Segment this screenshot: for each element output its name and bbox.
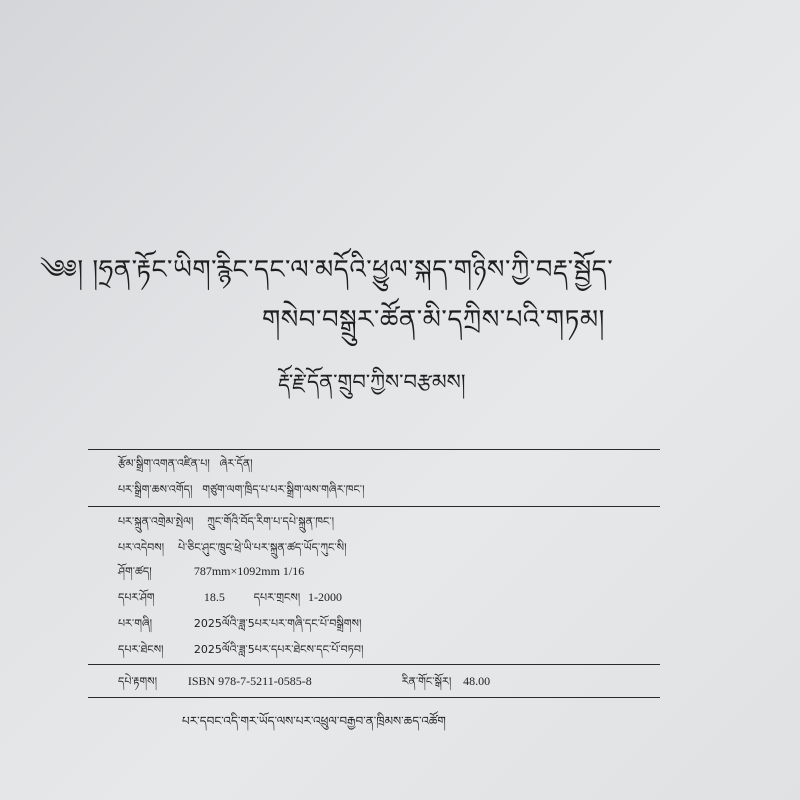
detail-label: དཔར་ཐེངས། bbox=[118, 643, 164, 656]
detail-row-sheets bbox=[118, 588, 342, 607]
divider-isbn-top bbox=[88, 664, 660, 665]
isbn-label: དཔེ་རྟགས། bbox=[118, 675, 158, 688]
credit-value: གཙུག་ལག་ཁྲིད་པ་པར་སྒྲིག་ལས་གཞིར་ཁང་། bbox=[202, 483, 365, 496]
detail-row-edition bbox=[118, 614, 361, 633]
divider-bottom bbox=[88, 697, 660, 698]
detail-label: པར་འདེབས། bbox=[118, 541, 165, 554]
detail-label: ཤོག་ཚད། bbox=[118, 565, 152, 578]
detail-row-printer bbox=[118, 538, 347, 557]
credit-row-editor bbox=[118, 454, 253, 473]
detail-label: པར་སྐྲུན་འགྲེམ་སྤེལ། bbox=[118, 515, 194, 528]
divider-top bbox=[88, 449, 660, 450]
isbn-value: ISBN 978-7-5211-0585-8 bbox=[187, 674, 312, 688]
detail-value-print-run: 1-2000 bbox=[308, 590, 343, 604]
detail-value: 2025ལོའི་ཟླ་5པར་པར་གཞི་དང་པོ་བསྒྲིགས། bbox=[193, 617, 362, 630]
detail-label: དཔར་ཤོག bbox=[118, 591, 155, 604]
credit-label: པར་སྒྲིག་ཆས་འགོད། bbox=[118, 483, 193, 496]
divider-middle bbox=[88, 506, 660, 507]
detail-row-printing bbox=[118, 640, 363, 659]
book-title-line-2: གསེབ་བསྒྲུར་ཚོན་མི་དཀྲིས་པའི་གཏམ། bbox=[262, 305, 605, 335]
detail-value: 2025ལོའི་ཟླ་5པར་དཔར་ཐེངས་དང་པོ་བཏབ། bbox=[193, 643, 364, 656]
detail-value: 18.5 bbox=[203, 590, 225, 604]
credit-row-layout bbox=[118, 480, 365, 499]
credit-value: ཞེར་དོན། bbox=[219, 457, 253, 470]
author-line: རྡོ་རྗེ་དོན་གྲུབ་ཀྱིས་བརྩམས། bbox=[278, 370, 466, 394]
detail-label: པར་གཞི། bbox=[118, 617, 153, 630]
price-value: 48.00 bbox=[463, 674, 491, 688]
detail-label-print-run: དཔར་གྲངས། bbox=[253, 591, 301, 604]
detail-value: པེ་ཅིང་ཤུང་ཁྲུང་ཕྲེ་ཡི་པར་སྐྲུན་ཚད་ཡོད་ཀུང་སི། bbox=[177, 541, 347, 554]
detail-row-format bbox=[118, 562, 304, 581]
detail-row-publisher bbox=[118, 512, 334, 531]
copyright-notice: པར་དབང་འདི་གར་ཡོད་ལས་པར་འཕྲུལ་བརྒྱབ་ན་ཁྲིམས་ཆད་འཚོག bbox=[182, 714, 446, 728]
detail-value: 787mm×1092mm 1/16 bbox=[193, 564, 305, 578]
detail-value: ཀྲུང་གོའི་བོད་རིག་པ་དཔེ་སྐྲུན་ཁང་། bbox=[207, 515, 335, 528]
price-label: རིན་གོང་སྒོར། bbox=[401, 675, 452, 688]
book-title-line-1: ༄༅། །ཧྲན་རྟོང་ཡིག་རྙིང་དང་ལ་མདོའི་ཕྱུལ་སྐད་གཉིས་ཀྱི་བརྡ་སྦྱོད་ bbox=[40, 255, 614, 285]
credit-label: རྩོམ་སྒྲིག་འགན་འཛིན་པ། bbox=[118, 457, 210, 470]
isbn-row bbox=[118, 672, 490, 691]
